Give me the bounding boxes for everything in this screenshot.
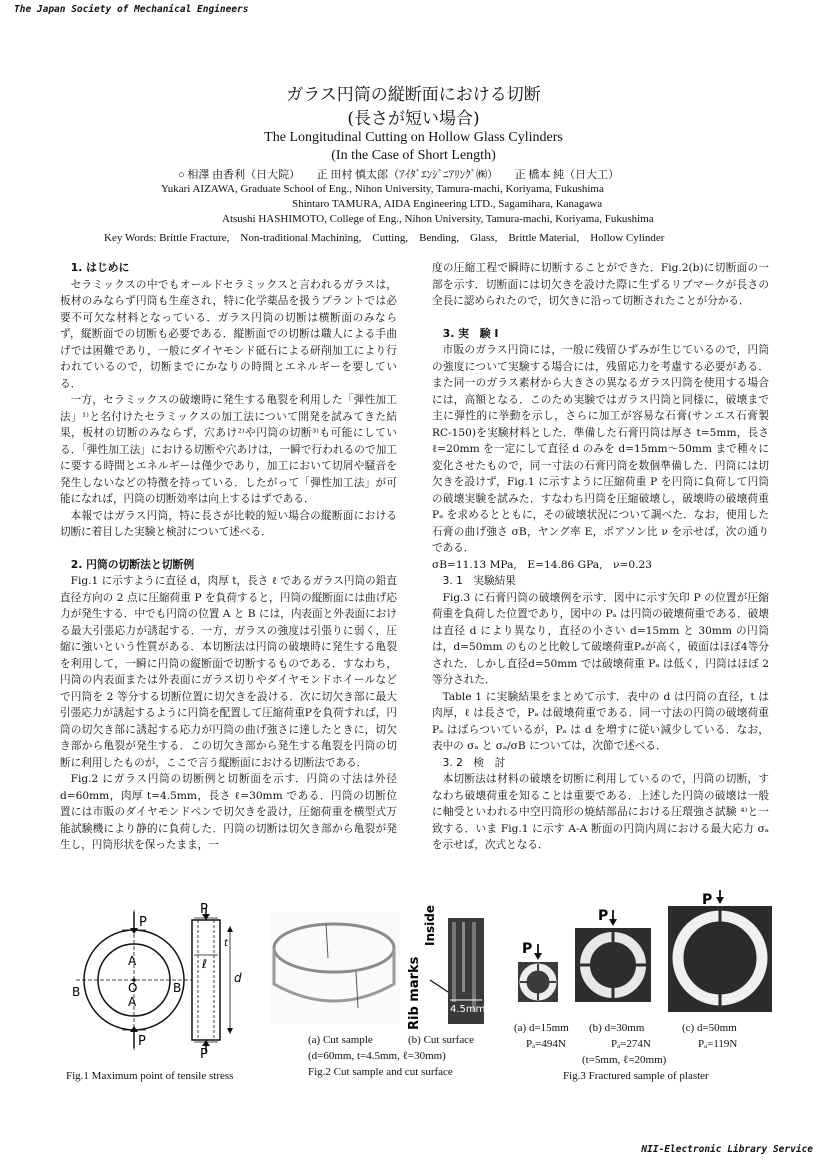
author-aizawa: Yukari AIZAWA, Graduate School of Eng., Nihon University, Tamura-machi, Koriyama, Fukushima: [161, 183, 604, 195]
fig1-o: O: [128, 981, 138, 995]
fig3-label-a: (a) d=15mm: [514, 1022, 569, 1034]
title-ja-1: ガラス円筒の縦断面における切断: [286, 85, 541, 105]
title-en-1: The Longitudinal Cutting on Hollow Glass Cylinders: [264, 130, 563, 145]
title-ja-2: (長さが短い場合): [347, 109, 480, 129]
society-header: The Japan Society of Mechanical Engineers: [14, 4, 249, 15]
nii-footer: NII-Electronic Library Service: [641, 1144, 813, 1155]
fig1-p-top-label: P: [139, 915, 147, 930]
section-1-para-2: 一方，セラミックスの破壊時に発生する亀裂を利用した「弾性加工法」¹⁾と名付けたセラミックスの加工法について開発を試みてきた結果，板材の切断のみならず，穴あけ²⁾や円筒の切断³⁾も可能にしている．「弾性加工法」における切断や穴あけは，一瞬で行われるので加工に要する時間とエネルギーは僅少であり，加工において切屑や騒音を発生しないなどの特徴を持っている．したがって「弾性加工法」が可能になれば，円筒の切断効率は向上するはずである．: [60, 394, 397, 505]
fig1-b-right: B: [173, 981, 182, 995]
fig1-p-side-top: P: [200, 902, 208, 917]
left-column: [60, 260, 397, 896]
fig3-p-a: P: [522, 941, 533, 957]
section-3-1-title: 3. 1 実験結果: [442, 575, 516, 587]
section-2-para-2-cont: 度の圧縮工程で瞬時に切断することができた．Fig.2(b)に切断面の一部を示す．切断面には切欠きを設けた際に生ずるリブマークが長さの全長に認められたので，切欠きに沿って切断されたことが分かる．: [432, 262, 769, 307]
fig3-caption: Fig.3 Fractured sample of plaster: [563, 1070, 709, 1082]
fig2-inside: Inside: [423, 905, 437, 946]
fig2-rib-marks: Rib marks: [407, 956, 422, 1030]
fig3-p-b: P: [598, 908, 609, 924]
fig3-conditions: (t=5mm, ℓ=20mm): [582, 1054, 667, 1066]
fig1-a-bottom: A: [128, 995, 137, 1009]
section-2-para-2: Fig.2 にガラス円筒の切断例と切断面を示す．円筒の寸法は外径 d=60mm，肉厚 t=4.5mm，長さ ℓ=30mm である．円筒の切断位置には市販のダイヤモンドペンで切欠きを設け，圧縮荷重を横型式万能試験機により静的に負荷した．円筒の切断は切欠き部から亀裂が発生し，円筒形状を保ったまま，一: [60, 773, 397, 851]
fig3-p-c: P: [702, 892, 713, 908]
fig3-load-a: Pₐ=494N: [526, 1038, 566, 1050]
section-3-1-para-2: Table 1 に実験結果をまとめて示す．表中の d は円筒の直径，t は肉厚，ℓ は長さで，Pₐ は破壊荷重である．同一寸法の円筒の破壊荷重 Pₐ はばらついているが，Pₐ は d を増すに従い減少している．なお，表中の σₐ と σₐ/σB については，次節で述べる．: [432, 690, 769, 752]
fig2-caption-b: (b) Cut surface: [408, 1034, 474, 1046]
right-column: [432, 260, 780, 896]
section-3-title: 3. 実 験 I: [442, 326, 499, 340]
section-3-2-title: 3. 2 検 討: [442, 756, 506, 769]
fig3-images: [512, 890, 776, 1020]
section-1-title: 1. はじめに: [70, 261, 130, 274]
section-3-para-1: 市販のガラス円筒には，一般に残留ひずみが生じているので，円筒の強度について実験する場合には，残留応力を考慮する必要がある．また同一のガラス素材から大きさの異なるガラス円筒を使用する場合には，高額となる．このため実験ではガラス円筒と同様に，破壊まで主に弾性的に挙動を示し，さらに加工が容易な石膏(サンエス石膏製 RC-150)を実験材料とした．準備した石膏円筒は厚さ t=5mm，長さ ℓ=20mm を一定にして直径 d のみを d=15mm～50mm まで種々に変化させたもので，同一寸法の石膏円筒を数個準備した．円筒には切欠きを設けず，Fig.1 に示すように圧縮荷重 P を円筒に負荷して円筒の破壊実験を試みた．すなわち円筒を圧縮破壊し，破壊時の破壊荷重 Pₐ を求めるとともに，その破壊状況について調べた．なお，使用した石膏の曲げ強さ σB，ヤング率 E，ポアソン比 ν を示せば，次の通りである．: [432, 344, 780, 554]
fig1-b-left: B: [72, 985, 81, 999]
fig1-p-bottom-label: P: [138, 1034, 146, 1049]
section-1-para-3: 本報ではガラス円筒，特に長さが比較的短い場合の縦断面における切断に着目した実験と検討について述べる．: [60, 509, 397, 538]
fig1-diagram: [62, 900, 272, 1060]
fig1-ell: ℓ: [202, 957, 207, 971]
fig2-scale: 4.5mm: [450, 1004, 486, 1015]
fig3-label-c: (c) d=50mm: [682, 1022, 737, 1034]
section-3-1-para-1: Fig.3 に石膏円筒の破壊例を示す．図中に示す矢印 P の位置が圧縮荷重を負荷した位置であり，図中の Pₐ は円筒の破壊荷重である．破壊は直径 d により異なり，直径の小さい d=15mm と 30mm の円筒は，d=50mm のものと比較して破壊荷重Pₐが高く，破面はほぼ4等分された．しかし直径d=50mm では破壊荷重 Pₐ は低く，円筒はほぼ 2 等分された．: [432, 591, 769, 686]
fig2-dims: (d=60mm, t=4.5mm, ℓ=30mm): [308, 1050, 446, 1062]
section-2-title: 2. 円筒の切断法と切断例: [70, 557, 195, 571]
author-hashimoto: Atsushi HASHIMOTO, College of Eng., Nihon University, Tamura-machi, Koriyama, Fukushima: [222, 213, 654, 225]
fig3-load-b: Pₐ=274N: [611, 1038, 651, 1050]
authors-ja: ○ 相澤 由香利（日大院） 正 田村 慎太郎（ｱｲﾀﾞｴﾝｼﾞﾆｱﾘﾝｸﾞ㈱） 正 橋本 純（日大工）: [178, 169, 620, 181]
fig2-caption: Fig.2 Cut sample and cut surface: [308, 1066, 453, 1078]
fig1-d: d: [234, 971, 242, 985]
fig3-load-c: Pₐ=119N: [698, 1038, 738, 1050]
section-1-para-1: セラミックスの中でもオールドセラミックスと言われるガラスは，板材のみならず円筒も生産され，特に化学薬品を扱うプラントでは必要不可欠な材料となっている．ガラス円筒の切断は横断面のみならず，縦断面での切断も必要である．縦断面での切断は職人による手曲げでは困難であり，一般にダイヤモンド砥石による研削加工により行われているので，切断までにかなりの時間とエネルギーを要している．: [60, 278, 397, 390]
material-properties: σB=11.13 MPa, E=14.86 GPa, ν=0.23: [432, 558, 652, 571]
fig3-label-b: (b) d=30mm: [589, 1022, 645, 1034]
fig1-t: t: [224, 938, 228, 949]
section-2-para-1: Fig.1 に示すように直径 d，肉厚 t，長さ ℓ であるガラス円筒の鉛直直径方向の 2 点に圧縮荷重 P を負荷すると，円筒の縦断面には曲げ応力が発生する．中でも円筒の位置 A と B には，内表面と外表面における最大引張応力が誘起する．一方，ガラスの強度は引張りに弱く，圧縮に強いという性質がある．本切断法は円筒の破壊時に発生する亀裂を利用して，一瞬に円筒の縦断面で切断するものである．すなわち，円筒の内表面または外表面にガラス切りやダイヤモンドホイールなどで円筒を 2 等分する切断位置に切欠きを設ける．次に切欠き部に最大引張応力が誘起するように円筒を配置して圧縮荷重Pを負荷すれば，円筒の切欠き部に誘起する応力が円筒の曲げ強さに達したときに，切欠き部から亀裂が発生する．この切欠き部から発生する亀裂を円筒の切断に利用したものが，ここで言う縦断面における切断法である．: [60, 575, 397, 769]
keywords: Key Words: Brittle Fracture, Non-traditional Machining, Cutting, Bending, Glass, Brittle Material, Hollow Cylinder: [104, 232, 665, 244]
fig1-p-side-bottom: P: [200, 1047, 208, 1062]
fig2-images: [268, 900, 488, 1030]
fig2-caption-a: (a) Cut sample: [308, 1034, 373, 1046]
section-3-2-para-1: 本切断法は材料の破壊を切断に利用しているので，円筒の切断，すなわち破壊荷重を知ることは重要である．上述した円筒の破壊は一般に軸受といわれる中空円筒形の焼結部品における圧環強さ試験 ⁴⁾と一致する．いま Fig.1 に示す A-A 断面の円筒内周における最大応力 σₐ を示せば，次式となる．: [432, 773, 769, 851]
author-tamura: Shintaro TAMURA, AIDA Engineering LTD., Sagamihara, Kanagawa: [292, 198, 603, 210]
title-en-2: (In the Case of Short Length): [331, 148, 496, 163]
fig1-a-top: A: [128, 954, 137, 968]
fig1-caption: Fig.1 Maximum point of tensile stress: [66, 1070, 234, 1082]
